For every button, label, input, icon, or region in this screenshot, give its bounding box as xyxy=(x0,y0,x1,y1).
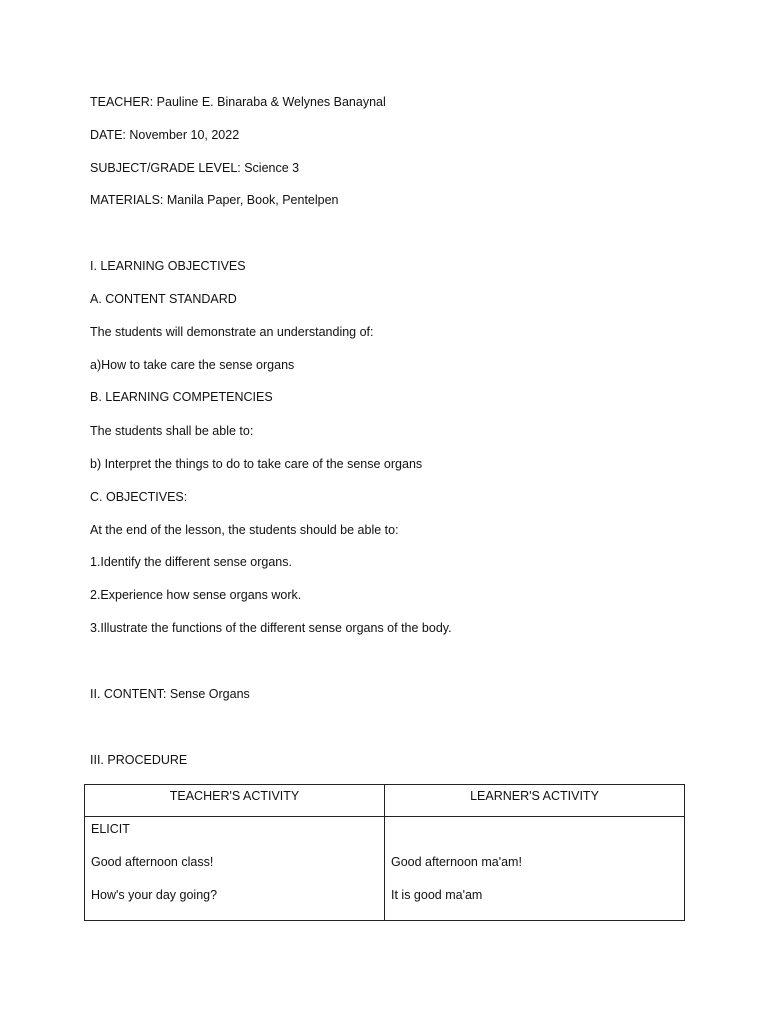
teacher-line: TEACHER: Pauline E. Binaraba & Welynes Banaynal xyxy=(90,95,386,109)
procedure-table xyxy=(84,784,685,921)
objective-item: 2.Experience how sense organs work. xyxy=(90,588,302,602)
competencies-intro: The students shall be able to: xyxy=(90,424,254,438)
table-row xyxy=(85,817,685,921)
learner-activity-header: LEARNER'S ACTIVITY xyxy=(385,785,685,817)
table-header-row xyxy=(85,785,685,817)
teacher-line-item: How's your day going? xyxy=(91,888,218,902)
learning-objectives-heading: I. LEARNING OBJECTIVES xyxy=(90,259,246,273)
learner-line-item xyxy=(391,821,678,854)
objective-item: 1.Identify the different sense organs. xyxy=(90,555,292,569)
content-line: II. CONTENT: Sense Organs xyxy=(90,687,250,701)
objectives-heading: C. OBJECTIVES: xyxy=(90,490,188,504)
competencies-heading: B. LEARNING COMPETENCIES xyxy=(90,390,273,404)
subject-line: SUBJECT/GRADE LEVEL: Science 3 xyxy=(90,161,300,175)
teacher-line-item: Good afternoon class! xyxy=(91,855,214,869)
materials-line: MATERIALS: Manila Paper, Book, Pentelpen xyxy=(90,193,339,207)
competencies-item: b) Interpret the things to do to take care of the sense organs xyxy=(90,457,423,471)
date-line: DATE: November 10, 2022 xyxy=(90,128,240,142)
teacher-line-item: ELICIT xyxy=(91,822,130,836)
teacher-activity-cell xyxy=(85,817,385,921)
procedure-heading: III. PROCEDURE xyxy=(90,753,188,767)
objectives-intro: At the end of the lesson, the students should be able to: xyxy=(90,523,399,537)
teacher-activity-header: TEACHER'S ACTIVITY xyxy=(85,785,385,817)
learner-activity-cell xyxy=(385,817,685,921)
objective-item: 3.Illustrate the functions of the different sense organs of the body. xyxy=(90,621,452,635)
learner-line-item: It is good ma'am xyxy=(391,888,483,902)
content-standard-intro: The students will demonstrate an understanding of: xyxy=(90,325,374,339)
content-standard-heading: A. CONTENT STANDARD xyxy=(90,292,237,306)
learner-line-item: Good afternoon ma'am! xyxy=(391,855,522,869)
content-standard-item: a)How to take care the sense organs xyxy=(90,358,295,372)
